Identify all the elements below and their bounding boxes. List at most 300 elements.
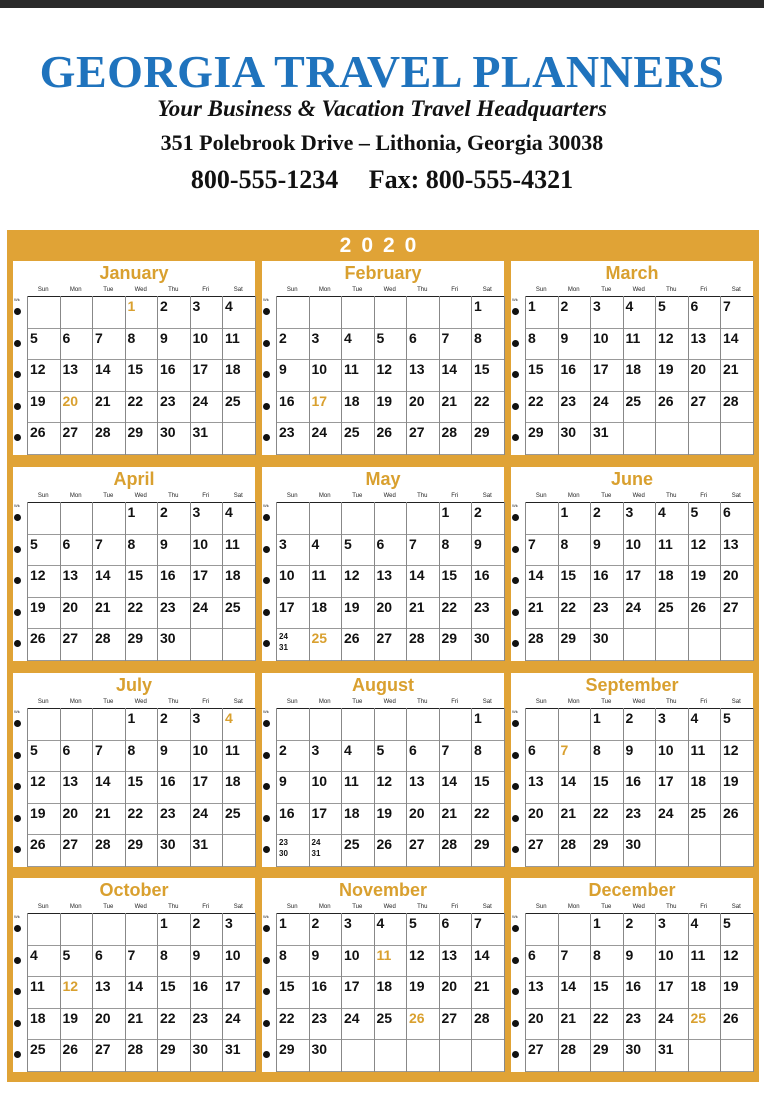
week-rule <box>276 391 504 392</box>
day-number: 17 <box>658 773 674 790</box>
week-number <box>512 403 519 410</box>
day-number: 31 <box>225 1041 241 1058</box>
day-column-rule <box>27 708 28 867</box>
day-column-rule <box>406 913 407 1072</box>
day-number: 24 <box>225 1009 241 1026</box>
header-rule <box>27 502 255 503</box>
day-number: 26 <box>30 630 46 647</box>
week-rule <box>27 534 255 535</box>
day-number: 10 <box>192 535 209 552</box>
week-rule <box>276 1071 504 1072</box>
week-number <box>263 434 270 441</box>
weekday-header: Tue <box>601 493 612 499</box>
week-rule <box>276 866 504 867</box>
week-number <box>14 988 21 995</box>
day-number: 20 <box>62 804 79 821</box>
week-number <box>14 403 21 410</box>
weekday-header: Wed <box>134 904 147 910</box>
day-number: 12 <box>30 773 46 790</box>
weekday-header: Fri <box>700 287 708 293</box>
week-rule <box>525 660 753 661</box>
day-number: 1 <box>127 504 136 520</box>
day-column-rule <box>341 502 342 661</box>
week-number <box>512 846 519 853</box>
day-number: 26 <box>658 392 674 409</box>
day-column-rule <box>27 502 28 661</box>
weekday-header: Thu <box>417 699 428 705</box>
day-number: 16 <box>279 392 295 409</box>
day-number: 20 <box>528 1009 544 1026</box>
week-rule <box>525 328 753 329</box>
weekday-header: Sun <box>37 904 49 910</box>
day-number: 14 <box>560 773 577 790</box>
day-number: 11 <box>225 741 240 758</box>
week-label: Wk <box>263 709 269 714</box>
day-number: 7 <box>528 535 536 552</box>
week-label: Wk <box>14 503 20 508</box>
weekday-header: Wed <box>134 493 147 499</box>
day-number: 14 <box>95 773 111 790</box>
day-number: 3 <box>344 915 352 931</box>
fax-number: Fax: 800-555-4321 <box>368 165 574 194</box>
week-number <box>263 577 270 584</box>
weekday-header: Sun <box>286 493 298 499</box>
day-number: 17 <box>192 567 209 584</box>
day-number: 27 <box>376 630 393 647</box>
day-number: 11 <box>344 361 359 378</box>
day-number: 12 <box>30 567 46 584</box>
day-column-rule <box>525 296 526 455</box>
weekday-header: Sat <box>731 493 741 499</box>
week-rule <box>525 945 753 946</box>
weekday-header: Sun <box>286 699 298 705</box>
week-number <box>512 752 519 759</box>
day-number: 12 <box>376 773 393 790</box>
day-number: 27 <box>62 424 79 441</box>
day-number: 9 <box>593 535 601 552</box>
day-number: 5 <box>376 329 385 346</box>
week-rule <box>27 945 255 946</box>
day-number: 3 <box>311 329 320 346</box>
day-number: 22 <box>160 1009 176 1026</box>
day-number: 17 <box>593 361 609 378</box>
day-number: 18 <box>376 978 393 995</box>
day-number: 25 <box>690 1009 707 1026</box>
day-number: 24 <box>658 1009 674 1026</box>
day-number: 13 <box>62 567 79 584</box>
week-rule <box>276 1008 504 1009</box>
week-number <box>263 308 270 315</box>
week-number <box>14 1051 21 1058</box>
week-rule <box>525 422 753 423</box>
day-number: 21 <box>560 1009 577 1026</box>
day-number: 19 <box>690 567 707 584</box>
week-rule <box>525 391 753 392</box>
month-name: May <box>365 469 401 489</box>
weekday-header: Sat <box>731 904 741 910</box>
day-number: 18 <box>344 392 360 409</box>
day-column-rule <box>406 708 407 867</box>
day-number: 27 <box>690 392 707 409</box>
day-number: 28 <box>560 836 577 853</box>
day-number: 20 <box>528 804 544 821</box>
day-number: 23 <box>625 1009 642 1026</box>
week-rule <box>276 660 504 661</box>
day-number: 4 <box>344 329 352 346</box>
day-column-rule <box>720 913 721 1072</box>
month-name: January <box>99 263 169 283</box>
week-label: Wk <box>14 297 20 302</box>
day-number: 7 <box>560 741 569 758</box>
day-number: 25 <box>225 804 241 821</box>
day-number: 21 <box>95 598 111 615</box>
day-number: 16 <box>593 567 609 584</box>
week-rule <box>525 834 753 835</box>
day-number: 6 <box>441 915 450 931</box>
day-number: 10 <box>192 741 209 758</box>
day-column-rule <box>688 708 689 867</box>
day-number: 8 <box>279 946 287 963</box>
day-number: 11 <box>690 741 706 758</box>
company-title: GEORGIA TRAVEL PLANNERS <box>39 46 725 97</box>
day-number: 27 <box>409 836 425 853</box>
day-number: 10 <box>225 946 241 963</box>
day-number: 8 <box>474 741 482 758</box>
weekday-header: Tue <box>601 287 612 293</box>
day-number: 26 <box>30 836 46 853</box>
day-number: 28 <box>474 1009 490 1026</box>
day-number: 26 <box>690 598 707 615</box>
month-april <box>13 467 255 661</box>
day-column-rule <box>309 296 310 455</box>
month-june <box>511 467 753 661</box>
month-name: July <box>115 675 153 695</box>
day-column-rule <box>125 913 126 1072</box>
day-number: 5 <box>344 535 352 552</box>
day-number: 20 <box>95 1009 111 1026</box>
day-number: 28 <box>95 630 111 647</box>
contact-line <box>0 165 764 195</box>
day-number: 31 <box>192 424 209 441</box>
day-column-rule <box>190 708 191 867</box>
day-number: 16 <box>160 361 176 378</box>
day-number: 16 <box>279 804 295 821</box>
day-number: 24 <box>192 598 209 615</box>
day-number: 26 <box>344 630 360 647</box>
day-column-rule <box>374 708 375 867</box>
week-rule <box>27 1008 255 1009</box>
day-column-rule <box>623 913 624 1072</box>
day-number: 27 <box>528 836 544 853</box>
weekday-header: Mon <box>318 287 331 293</box>
day-number: 14 <box>409 567 425 584</box>
day-number: 2 <box>311 915 320 931</box>
day-column-rule <box>558 708 559 867</box>
day-number: 10 <box>311 773 328 790</box>
day-number: 2 <box>160 298 168 314</box>
week-rule <box>27 1039 255 1040</box>
day-number: 8 <box>441 535 450 552</box>
day-number: 3 <box>658 915 666 931</box>
week-number <box>14 577 21 584</box>
day-number: 21 <box>127 1009 144 1026</box>
day-number: 22 <box>528 392 544 409</box>
day-number: 3 <box>593 298 601 314</box>
day-number: 28 <box>409 630 425 647</box>
day-number: 26 <box>723 804 739 821</box>
day-column-rule <box>255 296 256 455</box>
day-number: 22 <box>474 804 490 821</box>
weekday-header: Sat <box>482 904 492 910</box>
month-name: June <box>610 469 653 489</box>
day-number: 29 <box>127 630 144 647</box>
header-rule <box>276 296 504 297</box>
day-column-rule <box>276 913 277 1072</box>
weekday-header: Tue <box>352 287 363 293</box>
weekday-header: Thu <box>168 904 179 910</box>
week-rule <box>525 866 753 867</box>
weekday-header: Wed <box>134 699 147 705</box>
header-rule <box>276 502 504 503</box>
day-number: 30 <box>474 630 490 647</box>
day-column-rule <box>504 708 505 867</box>
week-number <box>263 640 270 647</box>
day-column-rule <box>157 708 158 867</box>
day-number: 8 <box>528 329 536 346</box>
day-number: 18 <box>30 1009 46 1026</box>
week-rule <box>276 945 504 946</box>
weekday-header: Thu <box>168 493 179 499</box>
day-number: 9 <box>625 946 634 963</box>
day-number: 5 <box>723 915 731 931</box>
day-number: 1 <box>160 915 168 931</box>
week-number <box>263 925 270 932</box>
day-number: 3 <box>658 710 666 726</box>
day-number: 11 <box>658 535 673 552</box>
weekday-header: Fri <box>202 904 210 910</box>
weekday-header: Sun <box>535 493 547 499</box>
day-number: 4 <box>225 298 233 314</box>
day-number: 22 <box>560 598 577 615</box>
weekday-header: Sat <box>233 493 243 499</box>
day-number: 2 <box>593 504 601 520</box>
week-rule <box>276 740 504 741</box>
month-march <box>511 261 753 455</box>
week-number <box>512 925 519 932</box>
day-number: 1 <box>441 504 450 520</box>
day-number: 7 <box>95 329 103 346</box>
day-number: 13 <box>95 978 111 995</box>
week-number <box>14 371 21 378</box>
day-column-rule <box>341 708 342 867</box>
day-column-rule <box>688 913 689 1072</box>
day-number: 19 <box>30 392 46 409</box>
day-number: 23 <box>593 598 609 615</box>
week-number <box>512 1020 519 1027</box>
day-number: 25 <box>344 424 360 441</box>
weekday-header: Fri <box>700 904 708 910</box>
day-column-rule <box>27 913 28 1072</box>
day-number: 29 <box>127 836 144 853</box>
day-number: 16 <box>160 773 176 790</box>
day-number: 11 <box>225 329 240 346</box>
day-column-rule <box>92 296 93 455</box>
day-number: 3 <box>192 298 201 314</box>
week-rule <box>27 391 255 392</box>
day-number: 1 <box>474 710 482 726</box>
weekday-header: Sat <box>482 493 492 499</box>
day-number: 15 <box>560 567 577 584</box>
day-number: 28 <box>95 424 111 441</box>
week-number <box>14 308 21 315</box>
day-number: 30 <box>160 630 176 647</box>
day-number: 27 <box>441 1009 458 1026</box>
day-number: 8 <box>593 946 601 963</box>
day-number: 24 <box>192 804 209 821</box>
day-number: 7 <box>95 741 103 758</box>
day-number: 22 <box>127 598 144 615</box>
weekday-header: Fri <box>451 287 459 293</box>
week-number <box>263 1020 270 1027</box>
day-number: 18 <box>225 567 241 584</box>
day-number: 9 <box>474 535 482 552</box>
header-rule <box>525 913 753 914</box>
week-rule <box>525 534 753 535</box>
day-column-rule <box>222 502 223 661</box>
header-rule <box>27 913 255 914</box>
week-label: Wk <box>512 709 518 714</box>
day-number: 11 <box>376 946 392 963</box>
day-number: 9 <box>160 535 168 552</box>
weekday-header: Wed <box>632 287 645 293</box>
day-number: 20 <box>723 567 739 584</box>
day-column-rule <box>655 296 656 455</box>
day-number: 3 <box>279 535 287 552</box>
day-number: 15 <box>593 978 609 995</box>
month-september <box>511 673 753 867</box>
day-number: 3 <box>225 915 233 931</box>
day-number: 13 <box>441 946 458 963</box>
day-number: 18 <box>344 804 360 821</box>
month-july <box>13 673 255 867</box>
day-number: 3 <box>311 741 320 758</box>
day-number: 29 <box>560 630 577 647</box>
day-number: 11 <box>225 535 240 552</box>
day-number: 24 <box>625 598 642 615</box>
day-number: 22 <box>127 392 144 409</box>
day-number: 6 <box>62 329 71 346</box>
day-number: 17 <box>192 773 209 790</box>
day-number: 17 <box>658 978 674 995</box>
week-number <box>263 988 270 995</box>
day-number: 15 <box>474 773 490 790</box>
day-number: 12 <box>409 946 425 963</box>
day-number: 30 <box>625 1041 642 1058</box>
day-number: 23 <box>311 1009 328 1026</box>
day-number: 13 <box>528 773 544 790</box>
day-number: 15 <box>593 773 609 790</box>
day-number: 3 <box>192 710 201 726</box>
week-rule <box>276 565 504 566</box>
weekday-header: Tue <box>352 904 363 910</box>
day-number: 31 <box>311 849 321 859</box>
day-number: 22 <box>127 804 144 821</box>
weekday-header: Wed <box>383 493 396 499</box>
weekday-header: Mon <box>318 904 331 910</box>
day-number: 21 <box>95 804 111 821</box>
week-rule <box>27 771 255 772</box>
weekday-header: Tue <box>352 699 363 705</box>
day-number: 28 <box>528 630 544 647</box>
day-column-rule <box>623 296 624 455</box>
day-number: 30 <box>560 424 577 441</box>
day-number: 16 <box>192 978 209 995</box>
week-number <box>14 752 21 759</box>
month-name: April <box>113 469 155 489</box>
week-number <box>14 957 21 964</box>
day-column-rule <box>125 708 126 867</box>
weekday-header: Wed <box>632 904 645 910</box>
day-column-rule <box>276 708 277 867</box>
week-rule <box>27 565 255 566</box>
day-number: 9 <box>192 946 201 963</box>
week-label: Wk <box>263 297 269 302</box>
day-number: 7 <box>723 298 731 314</box>
week-number <box>263 846 270 853</box>
day-number: 21 <box>441 804 458 821</box>
day-number: 19 <box>30 598 46 615</box>
weekday-header: Mon <box>567 699 580 705</box>
day-number: 5 <box>658 298 666 314</box>
week-number <box>14 514 21 521</box>
day-number: 10 <box>344 946 360 963</box>
day-number: 9 <box>279 773 287 790</box>
week-number <box>263 752 270 759</box>
day-number: 29 <box>474 424 490 441</box>
weekday-header: Mon <box>567 493 580 499</box>
day-number: 7 <box>474 915 482 931</box>
header-rule <box>525 502 753 503</box>
day-column-rule <box>255 913 256 1072</box>
day-column-rule <box>309 502 310 661</box>
weekday-header: Sat <box>482 699 492 705</box>
month-name: February <box>344 263 422 283</box>
day-column-rule <box>27 296 28 455</box>
day-column-rule <box>471 296 472 455</box>
day-number: 24 <box>658 804 674 821</box>
day-number: 20 <box>409 804 425 821</box>
week-rule <box>525 454 753 455</box>
week-label: Wk <box>14 709 20 714</box>
weekday-header: Thu <box>666 287 677 293</box>
week-rule <box>525 628 753 629</box>
weekday-header: Thu <box>417 493 428 499</box>
day-number: 4 <box>30 946 38 963</box>
week-number <box>512 371 519 378</box>
day-number: 10 <box>658 741 674 758</box>
day-number: 21 <box>441 392 458 409</box>
month-name: November <box>338 880 428 900</box>
day-number: 17 <box>225 978 241 995</box>
day-number: 1 <box>560 504 569 520</box>
day-number: 29 <box>160 1041 176 1058</box>
week-rule <box>525 771 753 772</box>
week-number <box>263 403 270 410</box>
day-number: 1 <box>279 915 287 931</box>
weekday-header: Mon <box>69 493 82 499</box>
week-number <box>512 1051 519 1058</box>
day-number: 24 <box>192 392 209 409</box>
